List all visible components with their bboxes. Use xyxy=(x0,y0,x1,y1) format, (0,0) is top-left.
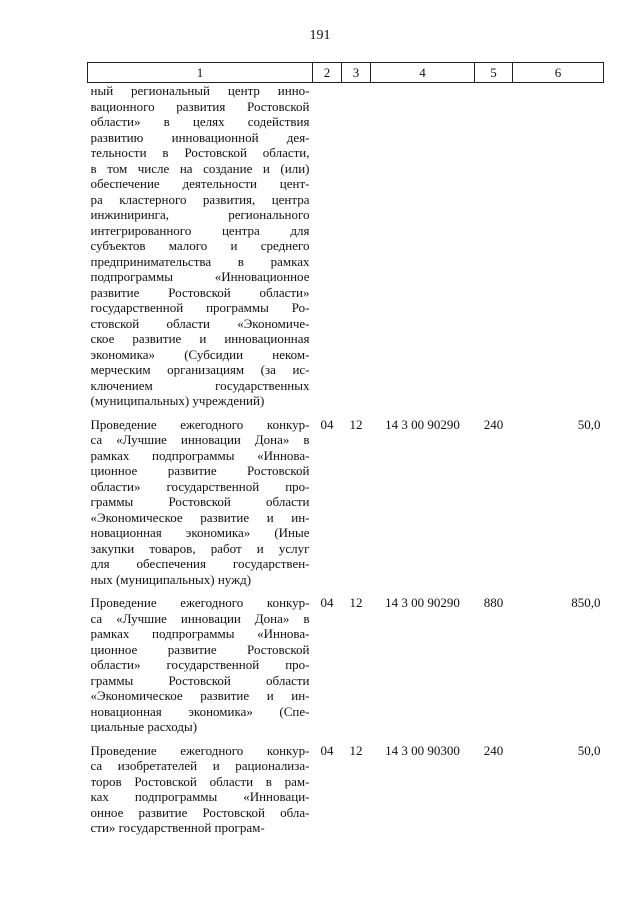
description-line: рамках подпрограммы «Иннова- xyxy=(90,626,310,641)
description-line: (муниципальных) учреждений) xyxy=(90,393,265,408)
description-line: рамках подпрограммы «Иннова- xyxy=(90,447,310,463)
description-line: са «Лучшие инновации Дона» в xyxy=(90,432,310,447)
description-line: граммы Ростовской области xyxy=(90,494,310,509)
description-line: вационного развития Ростовской xyxy=(90,98,310,114)
subsection-code: 12 xyxy=(349,416,363,432)
description-line: субъектов малого и среднего xyxy=(90,238,310,253)
description-line: Проведение ежегодного конкур- xyxy=(90,416,310,432)
amount-value: 850,0 xyxy=(571,595,601,610)
expense-type-code: 240 xyxy=(483,416,504,432)
description-line: области» в целях содействия xyxy=(90,114,310,129)
description-line: развитию инновационной дея- xyxy=(90,129,310,145)
target-article-code xyxy=(371,83,475,417)
description-line: Проведение ежегодного конкур- xyxy=(90,742,310,758)
row-description xyxy=(88,417,313,596)
description-line: стовской области «Экономиче- xyxy=(90,315,310,331)
column-header: 1 xyxy=(88,63,313,83)
description-line: закупки товаров, работ и услуг xyxy=(90,540,310,556)
description-line: «Экономическое развитие и ин- xyxy=(90,509,310,525)
amount-value: 50,0 xyxy=(577,742,601,758)
table-body xyxy=(88,83,604,844)
description-line: для обеспечения государствен- xyxy=(90,556,310,571)
description-line: новационная экономика» (Иные xyxy=(90,525,310,540)
description-line: области» государственной про- xyxy=(90,478,310,494)
description-line: ключением государственных xyxy=(90,377,310,393)
amount-value: 50,0 xyxy=(577,416,601,432)
subsection-code: 12 xyxy=(349,595,363,610)
description-line: развитие Ростовской области» xyxy=(90,284,310,300)
section-code: 04 xyxy=(320,742,334,758)
description-line: граммы Ростовской области xyxy=(90,672,310,688)
subsection-code xyxy=(342,83,371,417)
description-line: ках подпрограммы «Инноваци- xyxy=(90,789,310,804)
table-row xyxy=(88,417,604,596)
description-line: торов Ростовской области в рам- xyxy=(90,773,310,789)
description-line: обеспечение деятельности цент- xyxy=(90,176,310,191)
description-line: онное развитие Ростовской обла- xyxy=(90,804,310,820)
table-row xyxy=(88,83,604,417)
column-header: 2 xyxy=(313,63,342,83)
row-description xyxy=(88,595,313,743)
expense-type-code: 240 xyxy=(483,742,504,758)
description-line: ных (муниципальных) нужд) xyxy=(90,571,252,587)
row-description xyxy=(88,83,313,417)
section-code: 04 xyxy=(320,416,334,432)
section-code: 04 xyxy=(320,595,334,610)
column-header: 6 xyxy=(513,63,604,83)
description-line: ный региональный центр инно- xyxy=(90,83,310,98)
description-line: инжиниринга, регионального xyxy=(90,207,310,222)
description-line: ра кластерного развития, центра xyxy=(90,191,310,207)
column-header: 3 xyxy=(342,63,371,83)
column-header: 5 xyxy=(475,63,513,83)
amount-value xyxy=(513,83,604,417)
description-line: области» государственной про- xyxy=(90,657,310,672)
table-header-row xyxy=(88,63,604,83)
expense-type-code xyxy=(475,83,513,417)
description-line: тельности в Ростовской области, xyxy=(90,145,310,160)
table-row xyxy=(88,743,604,844)
description-line: сти» государственной програм- xyxy=(90,820,265,835)
target-article-code: 14 3 00 90300 xyxy=(385,742,460,758)
page-number: 191 xyxy=(309,28,331,43)
budget-table xyxy=(87,62,604,844)
description-line: предпринимательства в рамках xyxy=(90,253,310,269)
target-article-code: 14 3 00 90290 xyxy=(385,416,460,432)
target-article-code: 14 3 00 90290 xyxy=(385,595,460,610)
description-line: ционное развитие Ростовской xyxy=(90,641,310,657)
description-line: мерческим организациям (за ис- xyxy=(90,362,310,377)
description-line: циальные расходы) xyxy=(90,719,198,734)
description-line: ское развитие и инновационная xyxy=(90,331,310,346)
description-line: экономика» (Субсидии неком- xyxy=(90,346,310,362)
description-line: в том числе на создание и (или) xyxy=(90,160,310,176)
description-line: са «Лучшие инновации Дона» в xyxy=(90,610,310,626)
description-line: Проведение ежегодного конкур- xyxy=(90,595,310,610)
section-code xyxy=(313,83,342,417)
table-row xyxy=(88,595,604,743)
column-header: 4 xyxy=(371,63,475,83)
description-line: подпрограммы «Инновационное xyxy=(90,269,310,284)
description-line: са изобретателей и рационализа- xyxy=(90,758,310,773)
description-line: «Экономическое развитие и ин- xyxy=(90,688,310,703)
expense-type-code: 880 xyxy=(483,595,504,610)
subsection-code: 12 xyxy=(349,742,363,758)
description-line: интегрированного центра для xyxy=(90,222,310,238)
description-line: ционное развитие Ростовской xyxy=(90,463,310,478)
row-description xyxy=(88,743,313,844)
description-line: государственной программы Ро- xyxy=(90,300,310,315)
description-line: новационная экономика» (Спе- xyxy=(90,703,310,719)
